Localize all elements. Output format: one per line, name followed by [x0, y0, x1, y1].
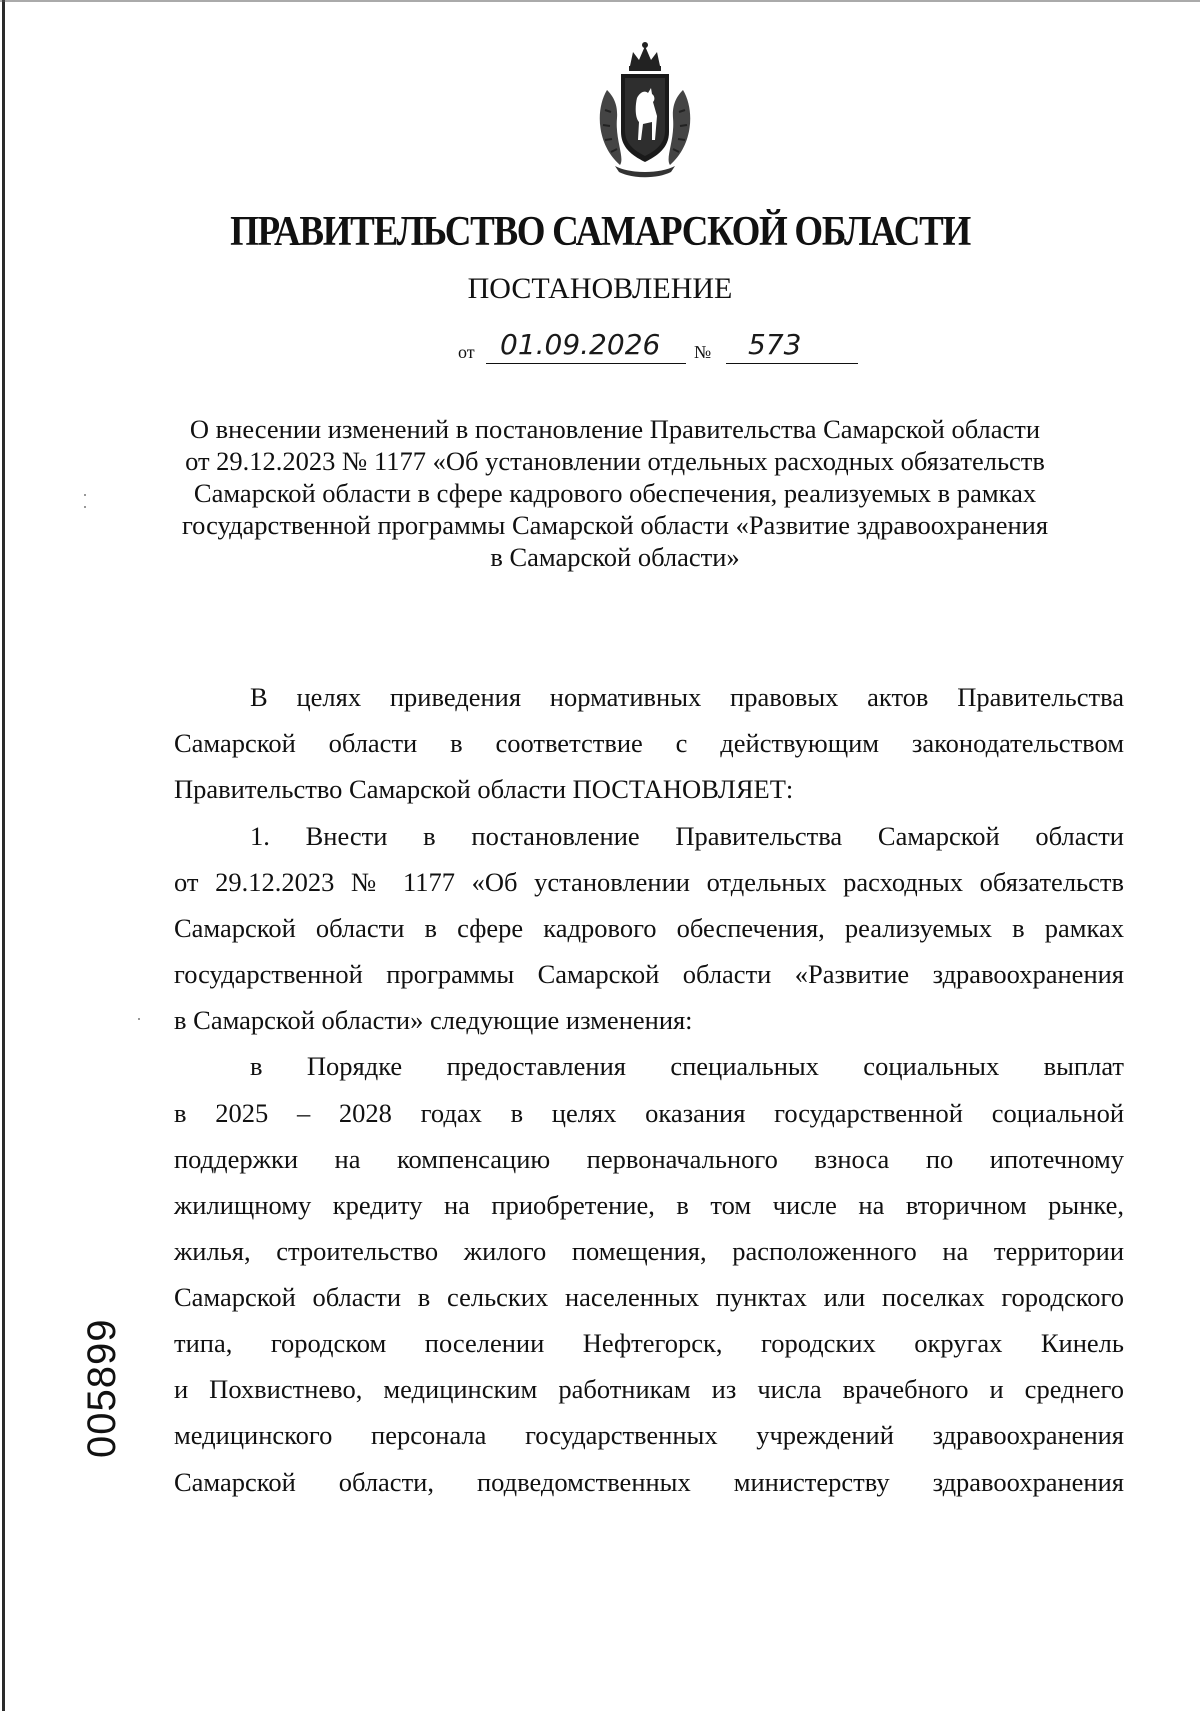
body-line: Правительство Самарской области ПОСТАНОВЛЯЕТ:: [174, 774, 794, 804]
body-line: государственной программы Самарской области «Развитие здравоохранения: [174, 959, 1124, 989]
body-line: жилья, строительство жилого помещения, расположенного на территории: [174, 1236, 1124, 1266]
document-subject: [170, 413, 1060, 573]
body-line: типа, городском поселении Нефтегорск, городских округах Кинель: [174, 1328, 1124, 1358]
body-line: в Порядке предоставления специальных социальных выплат: [250, 1051, 1124, 1081]
body-line: Самарской области в соответствие с действующим законодательством: [174, 728, 1124, 758]
subject-line: от 29.12.2023 № 1177 «Об установлении отдельных расходных обязательств: [185, 446, 1045, 476]
subject-line: государственной программы Самарской области «Развитие здравоохранения: [181, 510, 1049, 540]
scan-edge-left: [2, 0, 5, 1711]
body-line: от 29.12.2023 № 1177 «Об установлении отдельных расходных обязательств: [174, 867, 1124, 897]
subject-line: Самарской области в сфере кадрового обеспечения, реализуемых в рамках: [193, 478, 1037, 508]
government-title: ПРАВИТЕЛЬСТВО САМАРСКОЙ ОБЛАСТИ: [230, 209, 970, 255]
margin-serial-number: 005899: [80, 1318, 124, 1458]
scan-speck: [84, 494, 86, 496]
body-line: поддержки на компенсацию первоначального взноса по ипотечному: [174, 1144, 1124, 1174]
body-line: Самарской области в сфере кадрового обеспечения, реализуемых в рамках: [174, 913, 1124, 943]
samara-coat-of-arms-icon: [585, 40, 705, 180]
date-prefix: от: [458, 342, 475, 362]
scan-edge-top: [0, 0, 1200, 2]
subject-line: О внесении изменений в постановление Правительства Самарской области: [189, 414, 1041, 444]
body-line: медицинского персонала государственных учреждений здравоохранения: [174, 1420, 1124, 1450]
scan-speck: [138, 1018, 140, 1020]
scan-speck: [84, 506, 86, 508]
document-date: 01.09.2026: [486, 326, 686, 364]
body-line: В целях приведения нормативных правовых актов Правительства: [250, 682, 1124, 712]
document-type: ПОСТАНОВЛЕНИЕ: [467, 272, 733, 305]
body-line: 1. Внести в постановление Правительства Самарской области: [250, 821, 1124, 851]
body-line: Самарской области в сельских населенных пунктах или поселках городского: [174, 1282, 1124, 1312]
body-line: жилищному кредиту на приобретение, в том числе на вторичном рынке,: [174, 1190, 1124, 1220]
body-line: и Похвистнево, медицинским работникам из числа врачебного и среднего: [174, 1374, 1124, 1404]
date-number-line: [458, 326, 878, 372]
subject-line: в Самарской области»: [490, 542, 740, 572]
document-number: 573: [726, 326, 858, 364]
body-line: в Самарской области» следующие изменения:: [174, 1005, 693, 1035]
body-line: Самарской области, подведомственных министерству здравоохранения: [174, 1467, 1124, 1497]
number-prefix: №: [694, 342, 712, 362]
body-line: в 2025 – 2028 годах в целях оказания государственной социальной: [174, 1098, 1124, 1128]
